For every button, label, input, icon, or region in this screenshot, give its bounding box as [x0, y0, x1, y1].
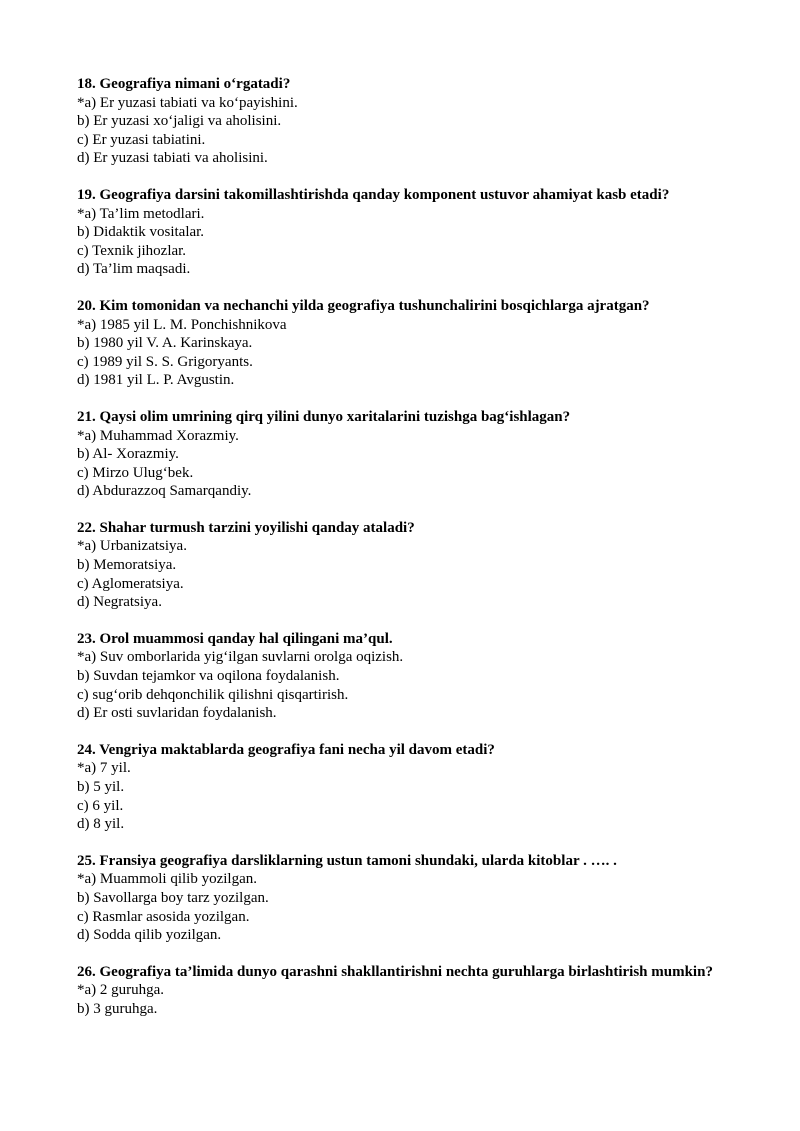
answer-option: b) Memoratsiya. [77, 557, 177, 574]
question-26 [77, 963, 723, 1019]
answer-option: *a) Urbanizatsiya. [77, 538, 187, 555]
answer-option: d) Er osti suvlaridan foydalanish. [77, 705, 277, 722]
question-21 [77, 408, 723, 501]
question-22 [77, 519, 723, 612]
answer-option: c) Rasmlar asosida yozilgan. [77, 908, 250, 925]
answer-option: *a) Muhammad Xorazmiy. [77, 427, 239, 444]
answer-option: d) 1981 yil L. P. Avgustin. [77, 372, 235, 389]
answer-option: d) 8 yil. [77, 816, 125, 833]
answer-option: b) 3 guruhga. [77, 1000, 158, 1017]
answer-option: *a) Ta’lim metodlari. [77, 205, 205, 222]
question-23 [77, 630, 723, 723]
question-title: 22. Shahar turmush tarzini yoyilishi qanday ataladi? [77, 519, 415, 536]
answer-option: d) Abdurazzoq Samarqandiy. [77, 483, 252, 500]
question-title: 21. Qaysi olim umrining qirq yilini dunyo xaritalarini tuzishga bagʻishlagan? [77, 408, 571, 425]
question-title: 25. Fransiya geografiya darsliklarning ustun tamoni shundaki, ularda kitoblar . …. . [77, 852, 617, 869]
answer-option: b) 1980 yil V. A. Karinskaya. [77, 335, 253, 352]
answer-option: c) 6 yil. [77, 797, 124, 814]
answer-option: b) Savollarga boy tarz yozilgan. [77, 889, 269, 906]
answer-option: b) Al- Xorazmiy. [77, 446, 179, 463]
answer-option: c) Aglomeratsiya. [77, 575, 184, 592]
answer-option: d) Negratsiya. [77, 594, 162, 611]
question-title: 19. Geografiya darsini takomillashtirishda qanday komponent ustuvor ahamiyat kasb etadi? [77, 186, 670, 203]
answer-option: d) Ta’lim maqsadi. [77, 261, 191, 278]
document-page [77, 75, 723, 1037]
question-title: 26. Geografiya ta’limida dunyo qarashni shakllantirishni nechta guruhlarga birlashtirish mumkin? [77, 963, 713, 980]
answer-option: *a) Suv omborlarida yigʻilgan suvlarni orolga oqizish. [77, 649, 404, 666]
answer-option: *a) 1985 yil L. M. Ponchishnikova [77, 316, 287, 333]
answer-option: *a) 2 guruhga. [77, 982, 165, 999]
answer-option: d) Sodda qilib yozilgan. [77, 927, 222, 944]
answer-option: c) sugʻorib dehqonchilik qilishni qisqartirish. [77, 686, 349, 703]
answer-option: b) 5 yil. [77, 779, 125, 795]
question-20 [77, 297, 723, 390]
answer-option: b) Er yuzasi xoʻjaligi va aholisini. [77, 113, 282, 130]
answer-option: b) Suvdan tejamkor va oqilona foydalanish. [77, 668, 340, 685]
question-25 [77, 852, 723, 945]
answer-option: c) Mirzo Ulugʻbek. [77, 464, 194, 481]
question-title: 20. Kim tomonidan va nechanchi yilda geografiya tushunchalirini bosqichlarga ajratgan? [77, 297, 650, 314]
question-title: 23. Orol muammosi qanday hal qilingani ma’qul. [77, 630, 393, 647]
answer-option: b) Didaktik vositalar. [77, 224, 205, 241]
answer-option: *a) Er yuzasi tabiati va koʻpayishini. [77, 94, 298, 111]
question-24 [77, 741, 723, 834]
answer-option: c) Er yuzasi tabiatini. [77, 131, 206, 148]
question-title: 18. Geografiya nimani oʻrgatadi? [77, 76, 291, 92]
answer-option: c) 1989 yil S. S. Grigoryants. [77, 353, 253, 370]
question-19 [77, 186, 723, 279]
answer-option: *a) 7 yil. [77, 760, 131, 777]
answer-option: d) Er yuzasi tabiati va aholisini. [77, 150, 268, 167]
question-title: 24. Vengriya maktablarda geografiya fani necha yil davom etadi? [77, 741, 495, 758]
answer-option: *a) Muammoli qilib yozilgan. [77, 871, 257, 888]
question-18 [77, 75, 723, 168]
answer-option: c) Texnik jihozlar. [77, 242, 187, 259]
